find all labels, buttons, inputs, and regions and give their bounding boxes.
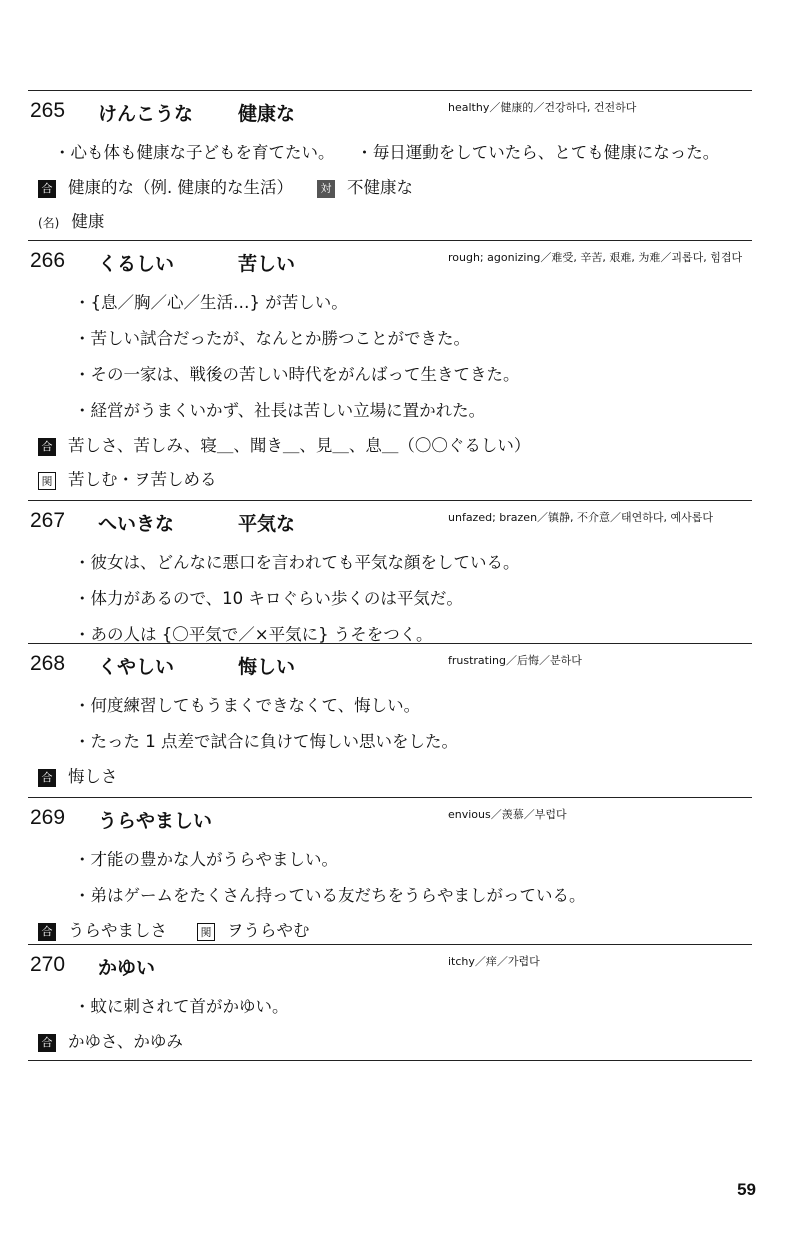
related-words — [28, 760, 752, 794]
entry-number: 270 — [30, 953, 66, 976]
entry-translation: envious／羡慕／부럽다 — [448, 808, 567, 821]
compound-tag: 合 — [38, 923, 56, 941]
example-text: ・あの人は {〇平気で／×平気に} うそをつく。 — [74, 625, 433, 644]
example-text: ・体力があるので、10 キロぐらい歩くのは平気だ。 — [74, 589, 463, 608]
entry-translation: healthy／健康的／건강하다, 건전하다 — [448, 101, 637, 114]
entry-translation: rough; agonizing／难受, 辛苦, 艰难, 为难／괴롭다, 힘겹다 — [448, 251, 743, 264]
example-sentence — [28, 135, 752, 171]
example-text: ・毎日運動をしていたら、とても健康になった。 — [356, 143, 720, 162]
example-text: ・{息／胸／心／生活…} が苦しい。 — [74, 293, 348, 312]
entry-translation: frustrating／后悔／분하다 — [448, 654, 582, 667]
related-words — [28, 463, 752, 497]
entry-reading: へいきな — [98, 513, 175, 535]
entry-265 — [28, 90, 752, 239]
example-text: ・苦しい試合だったが、なんとか勝つことができた。 — [74, 329, 470, 348]
entry-header — [28, 241, 752, 285]
entry-kanji: 悔しい — [238, 656, 296, 678]
entry-270 — [28, 944, 752, 1059]
example-text: ・経営がうまくいかず、社長は苦しい立場に置かれた。 — [74, 401, 486, 420]
bottom-divider — [28, 1060, 752, 1061]
example-text: ・たった 1 点差で試合に負けて悔しい思いをした。 — [74, 732, 458, 751]
related-words — [28, 171, 752, 205]
example-sentence — [28, 545, 752, 581]
page-number: 59 — [737, 1180, 756, 1199]
related-tag: 関 — [38, 472, 56, 490]
example-sentence — [28, 581, 752, 617]
related-text: 苦しさ、苦しみ、寝＿、聞き＿、見＿、息＿（〇〇ぐるしい） — [68, 436, 531, 455]
related-text: 不健康な — [347, 178, 413, 197]
entry-number: 265 — [30, 99, 66, 122]
entry-reading: くるしい — [98, 253, 175, 275]
entry-kanji: 健康な — [238, 103, 296, 125]
entry-reading: うらやましい — [98, 810, 213, 832]
entry-267 — [28, 500, 752, 653]
compound-tag: 合 — [38, 438, 56, 456]
example-sentence — [28, 878, 752, 914]
example-sentence — [28, 321, 752, 357]
entry-269 — [28, 797, 752, 948]
related-words — [28, 429, 752, 463]
example-sentence — [28, 724, 752, 760]
example-text: ・弟はゲームをたくさん持っている友だちをうらやましがっている。 — [74, 886, 586, 905]
entry-translation: itchy／痒／가렵다 — [448, 955, 540, 968]
related-text: かゆさ、かゆみ — [68, 1032, 183, 1051]
entry-268 — [28, 643, 752, 794]
entry-reading: けんこうな — [98, 103, 194, 125]
entry-header — [28, 91, 752, 135]
entry-kanji: 平気な — [238, 513, 296, 535]
related-text: 健康 — [71, 212, 105, 231]
related-tag: 関 — [197, 923, 215, 941]
entry-translation: unfazed; brazen／镇静, 不介意／태연하다, 예사롭다 — [448, 511, 714, 524]
related-words — [28, 914, 752, 948]
related-text: ヲうらやむ — [227, 921, 310, 940]
example-text: ・彼女は、どんなに悪口を言われても平気な顔をしている。 — [74, 553, 520, 572]
example-text: ・蚊に刺されて首がかゆい。 — [74, 997, 289, 1016]
entry-reading: くやしい — [98, 656, 175, 678]
related-text: 健康的な（例. 健康的な生活） — [68, 178, 293, 197]
entry-header — [28, 644, 752, 688]
entry-number: 268 — [30, 652, 66, 675]
entry-header — [28, 945, 752, 989]
entry-number: 266 — [30, 249, 66, 272]
noun-tag: (名) — [38, 215, 60, 230]
entry-number: 267 — [30, 509, 66, 532]
related-words — [28, 1025, 752, 1059]
antonym-tag: 対 — [317, 180, 335, 198]
example-text: ・その一家は、戦後の苦しい時代をがんばって生きてきた。 — [74, 365, 520, 384]
example-sentence — [28, 842, 752, 878]
example-text: ・何度練習してもうまくできなくて、悔しい。 — [74, 696, 421, 715]
related-text: 悔しさ — [68, 767, 118, 786]
example-sentence — [28, 357, 752, 393]
related-text: 苦しむ・ヲ苦しめる — [68, 470, 217, 489]
entry-reading: かゆい — [98, 957, 156, 979]
example-sentence — [28, 393, 752, 429]
entry-number: 269 — [30, 806, 66, 829]
entry-header — [28, 798, 752, 842]
example-sentence — [28, 688, 752, 724]
compound-tag: 合 — [38, 1034, 56, 1052]
example-sentence — [28, 285, 752, 321]
entry-kanji: 苦しい — [238, 253, 296, 275]
related-text: うらやましさ — [68, 921, 167, 940]
entry-266 — [28, 240, 752, 497]
compound-tag: 合 — [38, 180, 56, 198]
compound-tag: 合 — [38, 769, 56, 787]
related-words — [28, 205, 752, 239]
example-text: ・才能の豊かな人がうらやましい。 — [74, 850, 338, 869]
entry-header — [28, 501, 752, 545]
example-sentence — [28, 989, 752, 1025]
example-text: ・心も体も健康な子どもを育てたい。 — [54, 143, 327, 162]
